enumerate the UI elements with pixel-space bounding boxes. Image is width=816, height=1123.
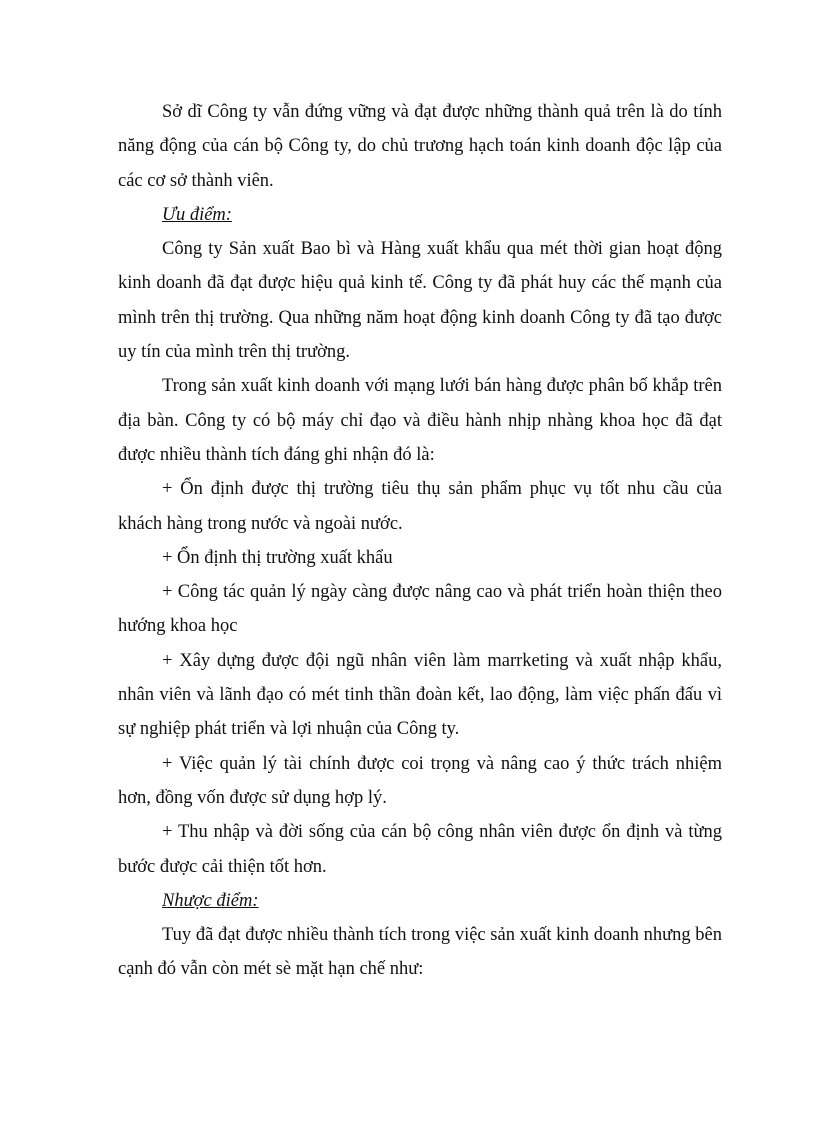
heading-disadvantages: Nhược điểm: [162, 890, 259, 911]
paragraph-intro: Sở dĩ Công ty vẫn đứng vững và đạt được những thành quả trên là do tính năng động của cán bộ Công ty, do chủ trương hạch toán kinh doanh độc lập của các cơ sở thành viên. [118, 102, 722, 191]
bullet-market-stability: + Ổn định được thị trường tiêu thụ sản phẩm phục vụ tốt nhu cầu của khách hàng trong nước và ngoài nước. [118, 479, 722, 534]
heading-advantages: Ưu điểm: [162, 204, 232, 225]
paragraph-sales-network: Trong sản xuất kinh doanh với mạng lưới bán hàng được phân bố khắp trên địa bàn. Công ty có bộ máy chỉ đạo và điều hành nhịp nhàng khoa học đã đạt được nhiều thành tích đáng ghi nhận đó là: [118, 376, 722, 465]
paragraph-limitations: Tuy đã đạt được nhiều thành tích trong việc sản xuất kinh doanh nhưng bên cạnh đó vẫn còn mét sè mặt hạn chế như: [118, 925, 722, 980]
document-page [118, 95, 722, 987]
bullet-management: + Công tác quản lý ngày càng được nâng cao và phát triển hoàn thiện theo hướng khoa học [118, 582, 722, 637]
bullet-staff: + Xây dựng được đội ngũ nhân viên làm marrketing và xuất nhập khẩu, nhân viên và lãnh đạo có mét tinh thần đoàn kết, lao động, làm việc phấn đấu vì sự nghiệp phát triển và lợi nhuận của Công ty. [118, 650, 722, 740]
bullet-finance: + Việc quản lý tài chính được coi trọng và nâng cao ý thức trách nhiệm hơn, đồng vốn được sử dụng hợp lý. [118, 753, 722, 808]
paragraph-company-results: Công ty Sản xuất Bao bì và Hàng xuất khẩu qua mét thời gian hoạt động kinh doanh đã đạt được hiệu quả kinh tế. Công ty đã phát huy các thế mạnh của mình trên thị trường. Qua những năm hoạt động kinh doanh Công ty đã tạo được uy tín của mình trên thị trường. [118, 239, 722, 363]
bullet-export-market: + Ổn định thị trường xuất khẩu [162, 547, 393, 568]
bullet-income: + Thu nhập và đời sống của cán bộ công nhân viên được ổn định và từng bước được cải thiện tốt hơn. [118, 822, 722, 877]
